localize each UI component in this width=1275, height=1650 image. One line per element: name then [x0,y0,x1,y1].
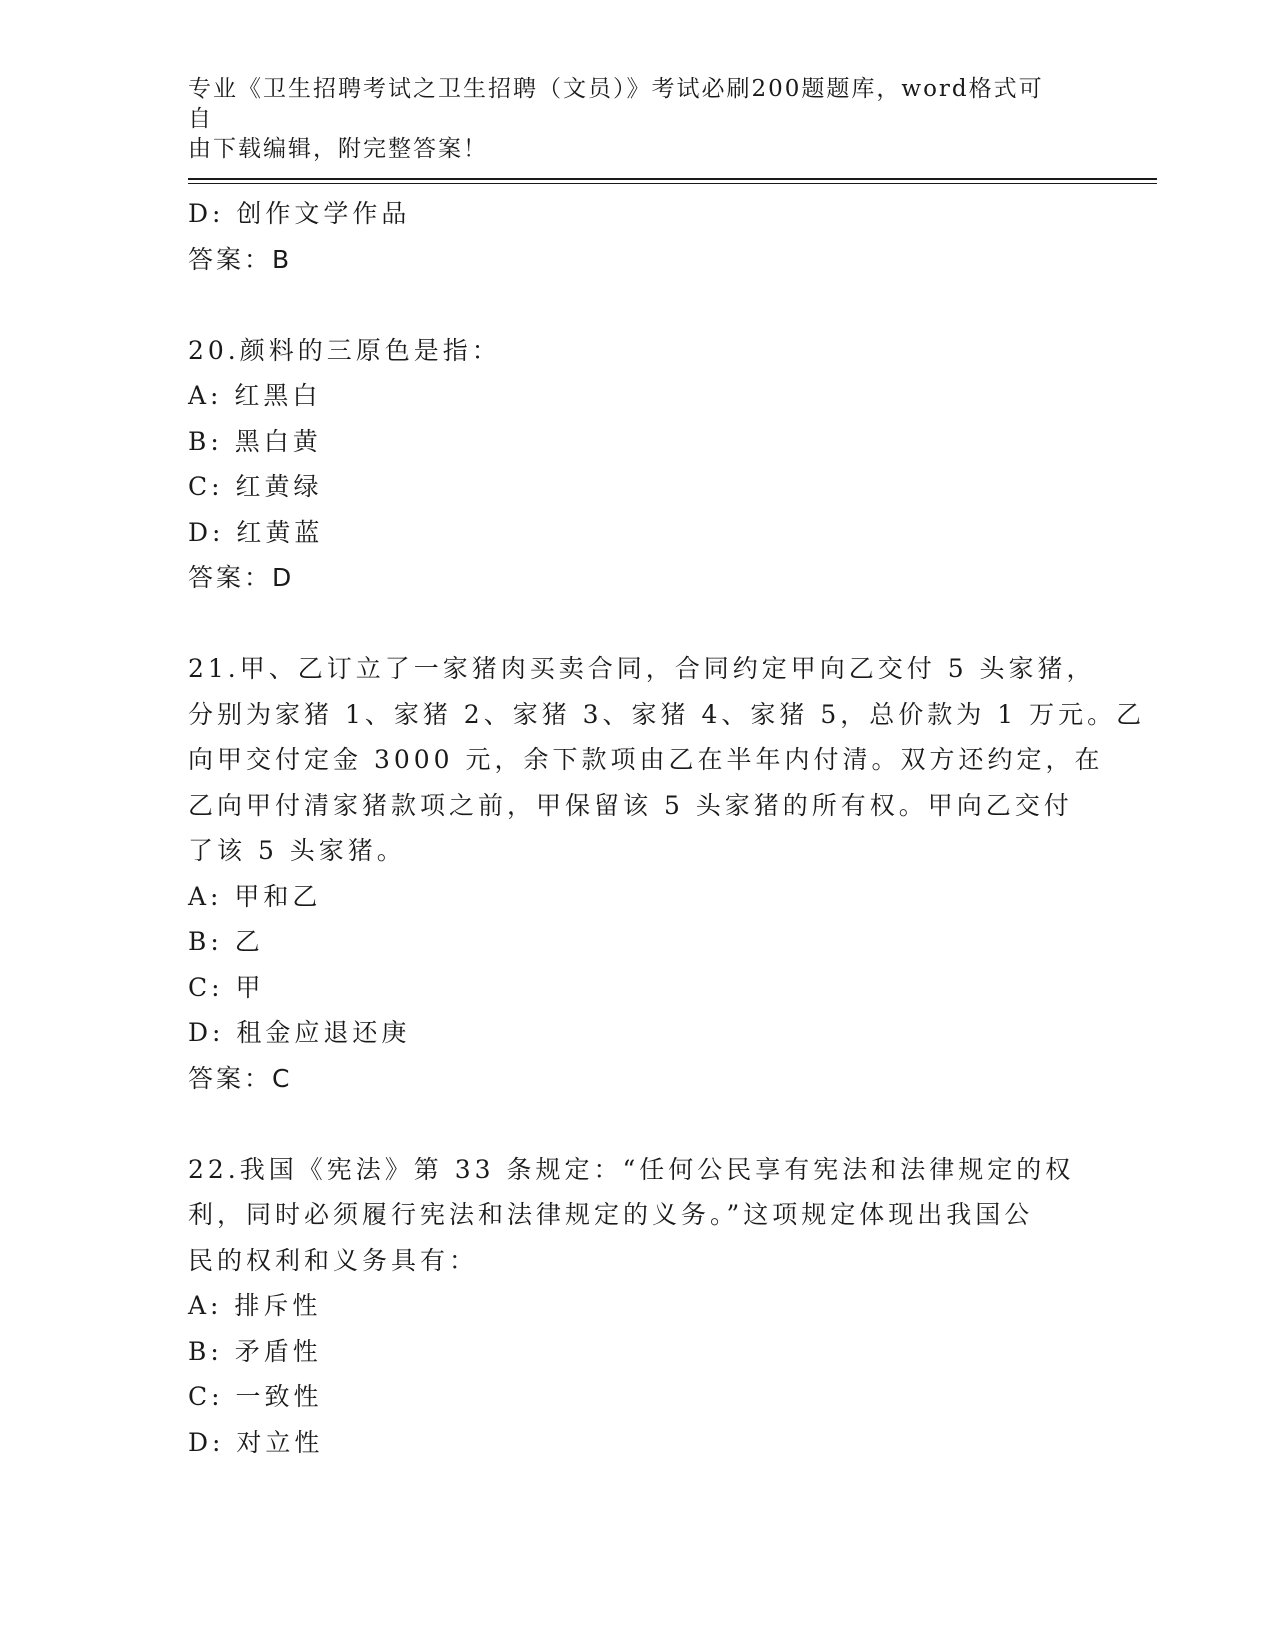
question-stem-line: 了该 5 头家猪。 [188,836,406,865]
question-stem-line: 乙向甲付清家猪款项之前，甲保留该 5 头家猪的所有权。甲向乙交付 [188,790,1073,820]
header-title-line-1: 专业《卫生招聘考试之卫生招聘（文员）》考试必刷200题题库，word格式可自 [188,76,1044,132]
question-20 [188,328,1088,601]
spacer [188,282,1088,328]
question-stem-line: 22.我国《宪法》第 33 条规定：“任何公民享有宪法和法律规定的权 [188,1154,1075,1184]
header-title-line-2: 由下载编辑，附完整答案！ [188,136,488,162]
document-header [188,74,1068,164]
header-divider-thin [188,183,1157,184]
question-stem-line: 利，同时必须履行宪法和法律规定的义务。”这项规定体现出我国公 [188,1200,1034,1229]
option-a: A: 排斥性 [188,1291,322,1320]
option-a: A: 甲和乙 [188,881,322,911]
option-d: D: 红黄蓝 [188,517,324,547]
question-stem-line: 分别为家猪 1、家猪 2、家猪 3、家猪 4、家猪 5，总价款为 1 万元。乙 [188,699,1146,729]
option-b: B: 黑白黄 [188,426,322,456]
question-21 [188,646,1146,1101]
spacer [188,1101,1088,1147]
question-list [188,191,1146,1465]
option-d: D: 租金应退还庚 [188,1018,411,1047]
header-divider-thick [188,178,1157,180]
option-b: B: 矛盾性 [188,1336,322,1366]
question-stem-line: 向甲交付定金 3000 元，余下款项由乙在半年内付清。双方还约定，在 [188,745,1104,774]
option-b: B: 乙 [188,927,264,956]
answer: 答案：D [188,563,295,592]
answer: 答案：C [188,1063,293,1093]
question-stem-line: 21.甲、乙订立了一家猪肉买卖合同，合同约定甲向乙交付 5 头家猪， [188,654,1096,683]
option-c: C: 甲 [188,972,265,1002]
prev-option-d: D: 创作文学作品 [188,199,411,228]
prev-answer: 答案：B [188,244,293,274]
question-stem-line: 民的权利和义务具有： [188,1245,479,1275]
spacer [188,601,1088,647]
option-c: C: 一致性 [188,1382,323,1411]
option-a: A: 红黑白 [188,381,322,410]
question-22 [188,1147,1088,1466]
option-d: D: 对立性 [188,1427,324,1457]
option-c: C: 红黄绿 [188,472,323,501]
question-stem: 20.颜料的三原色是指： [188,335,501,365]
